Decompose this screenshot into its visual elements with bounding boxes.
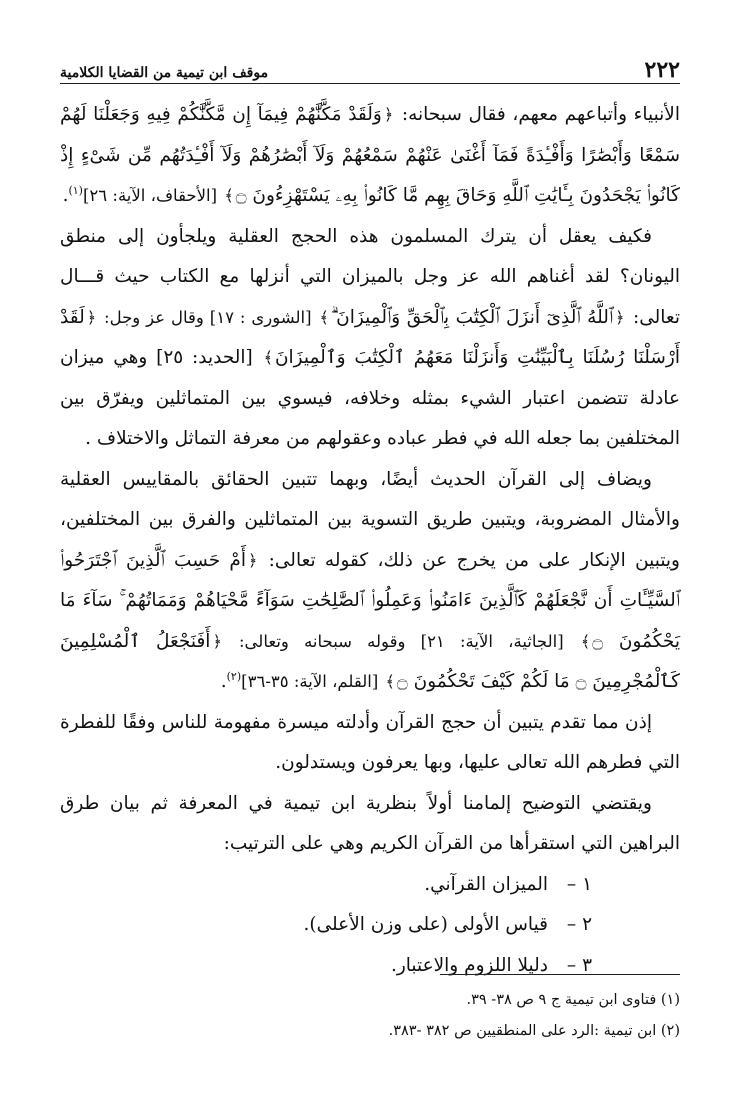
paragraph-2 [60, 217, 680, 460]
body-text [60, 95, 680, 986]
footnote-marker-2: (٢) [226, 669, 242, 683]
text-segment: ويضاف إلى القرآن الحديث أيضًا، وبهما تتبين الحقائق بالمقاييس العقلية والأمثال المضروبة، ويتبين طريق التسوية بين المتماثلين والفرق بين المختلفين، ويتبين الإنكار على من يخرج عن ذلك، كقوله تعالى: [60, 468, 680, 571]
header-rule [60, 83, 680, 84]
footnote-1: (١) فتاوى ابن تيمية ج ٩ ص ٣٨- ٣٩. [466, 992, 680, 1008]
quran-open-bracket: ﴿ [248, 550, 258, 570]
page-number: ٢٢٢ [644, 57, 680, 83]
verse-reference: [القلم، الآية: ٣٥-٣٦] [241, 672, 384, 691]
paragraph-3 [60, 460, 680, 703]
quran-verse: وَلَقَدْ مَكَّنَّٰهُمْ فِيمَآ إِن مَّكَّنَّٰكُمْ فِيهِ وَجَعَلْنَا لَهُمْ سَمْعًا وَأَبْصَٰرًا وَأَفْـِٔدَةً فَمَآ أَغْنَىٰ عَنْهُمْ سَمْعُهُمْ وَلَآ أَبْصَٰرُهُمْ وَلَآ أَفْـِٔدَتُهُم مِّن شَىْءٍ إِذْ كَانُوا۟ يَجْحَدُونَ بِـَٔايَٰتِ ٱللَّهِ وَحَاقَ بِهِم مَّا كَانُوا۟ بِهِۦ يَسْتَهْزِءُونَ ۝ [60, 104, 680, 206]
quran-open-bracket: ﴿ [212, 631, 222, 651]
list-item [60, 865, 592, 906]
paragraph-4 [60, 703, 680, 784]
quran-close-bracket: ﴾ [319, 307, 329, 327]
footnote-2: (٢) ابن تيمية :الرد على المنطقيين ص ٣٨٢ -٣٨٣. [388, 1023, 680, 1039]
quran-close-bracket: ﴾ [580, 631, 591, 651]
quran-verse: أَفَنَجْعَلُ ٱلْمُسْلِمِينَ كَٱلْمُجْرِمِينَ ۝ مَا لَكُمْ كَيْفَ تَحْكُمُونَ ۝ [60, 630, 680, 692]
quran-close-bracket: ﴾ [224, 186, 234, 205]
text-segment: إذن مما تقدم يتبين أن حجج القرآن وأدلته ميسرة مفهومة للناس وفقًا للفطرة التي فطرهم الله تعالى عليها، وبها يعرفون ويستدلون. [60, 711, 680, 773]
paragraph-1 [60, 95, 680, 217]
text-segment: ويقتضي التوضيح إلمامنا أولاً بنظرية ابن تيمية في المعرفة ثم بيان طرق البراهين التي استقرأها من القرآن الكريم وهي على الترتيب: [60, 792, 680, 854]
text-segment: . [220, 671, 227, 692]
page-header [60, 55, 680, 81]
list-item [60, 946, 592, 987]
text-segment: [الحديد: ٢٥] وهي ميزان عادلة تتضمن اعتبار الشيء بمثله وخلافه، فيسوي بين المتماثلين ويفرّق بين المختلفين بما جعله الله في فطر عباده وعقولهم من معرفة التماثل والاختلاف . [60, 347, 680, 449]
page [60, 55, 680, 1055]
text-segment: . [62, 185, 69, 206]
list-number: ٢ – [566, 914, 592, 935]
verse-reference: [الأحقاف، الآية: ٢٦] [82, 186, 223, 205]
list-text: دليلا اللزوم والاعتبار. [390, 954, 548, 976]
list-number: ١ – [566, 873, 592, 895]
quran-verse: ٱللَّهُ ٱلَّذِىٓ أَنزَلَ ٱلْكِتَٰبَ بِٱلْحَقِّ وَٱلْمِيزَانَ ۗ [330, 306, 614, 328]
running-title: موقف ابن تيمية من القضايا الكلامية [60, 65, 269, 81]
list-text: قياس الأولى (على وزن الأعلى). [303, 914, 548, 935]
verse-reference: [الجاثية، الآية: ٢١] وقوله سبحانه وتعالى: [223, 631, 579, 651]
footnote-separator [440, 974, 680, 975]
text-segment: فكيف يعقل أن يترك المسلمون هذه الحجج العقلية ويلجأون إلى منطق اليونان؟ لقد أغناهم الله عز وجل بالميزان التي أنزلها مع الكتاب حيث قـــال تعالى: [60, 225, 681, 328]
text-segment: الأنبياء وأتباعهم معهم، فقال سبحانه: [395, 104, 680, 125]
quran-verse: لَقَدْ أَرْسَلْنَا رُسُلَنَا بِٱلْبَيِّنَٰتِ وَأَنزَلْنَا مَعَهُمُ ٱلْكِتَٰبَ وَٱلْمِيزَانَ [60, 306, 680, 368]
quran-open-bracket: ﴿ [86, 307, 97, 327]
quran-open-bracket: ﴿ [615, 307, 625, 327]
quran-verse: أَمْ حَسِبَ ٱلَّذِينَ ٱجْتَرَحُوا۟ ٱلسَّيِّـَٔاتِ أَن نَّجْعَلَهُمْ كَٱلَّذِينَ ءَامَنُوا۟ وَعَمِلُوا۟ ٱلصَّٰلِحَٰتِ سَوَآءً مَّحْيَاهُمْ وَمَمَاتُهُمْ ۚ سَآءَ مَا يَحْكُمُونَ ۝ [60, 549, 681, 652]
list-text: الميزان القرآني. [424, 873, 548, 895]
quran-close-bracket: ﴾ [385, 672, 395, 691]
verse-reference: [الشورى : ١٧] وقال عز وجل: [98, 307, 318, 327]
methods-list [60, 865, 680, 987]
footnotes [60, 985, 680, 1047]
list-item [60, 905, 592, 946]
list-number: ٣ – [566, 954, 592, 976]
paragraph-5 [60, 784, 680, 865]
footnote-marker-1: (١) [68, 183, 83, 197]
quran-open-bracket: ﴿ [383, 105, 394, 124]
quran-close-bracket: ﴾ [263, 348, 273, 367]
